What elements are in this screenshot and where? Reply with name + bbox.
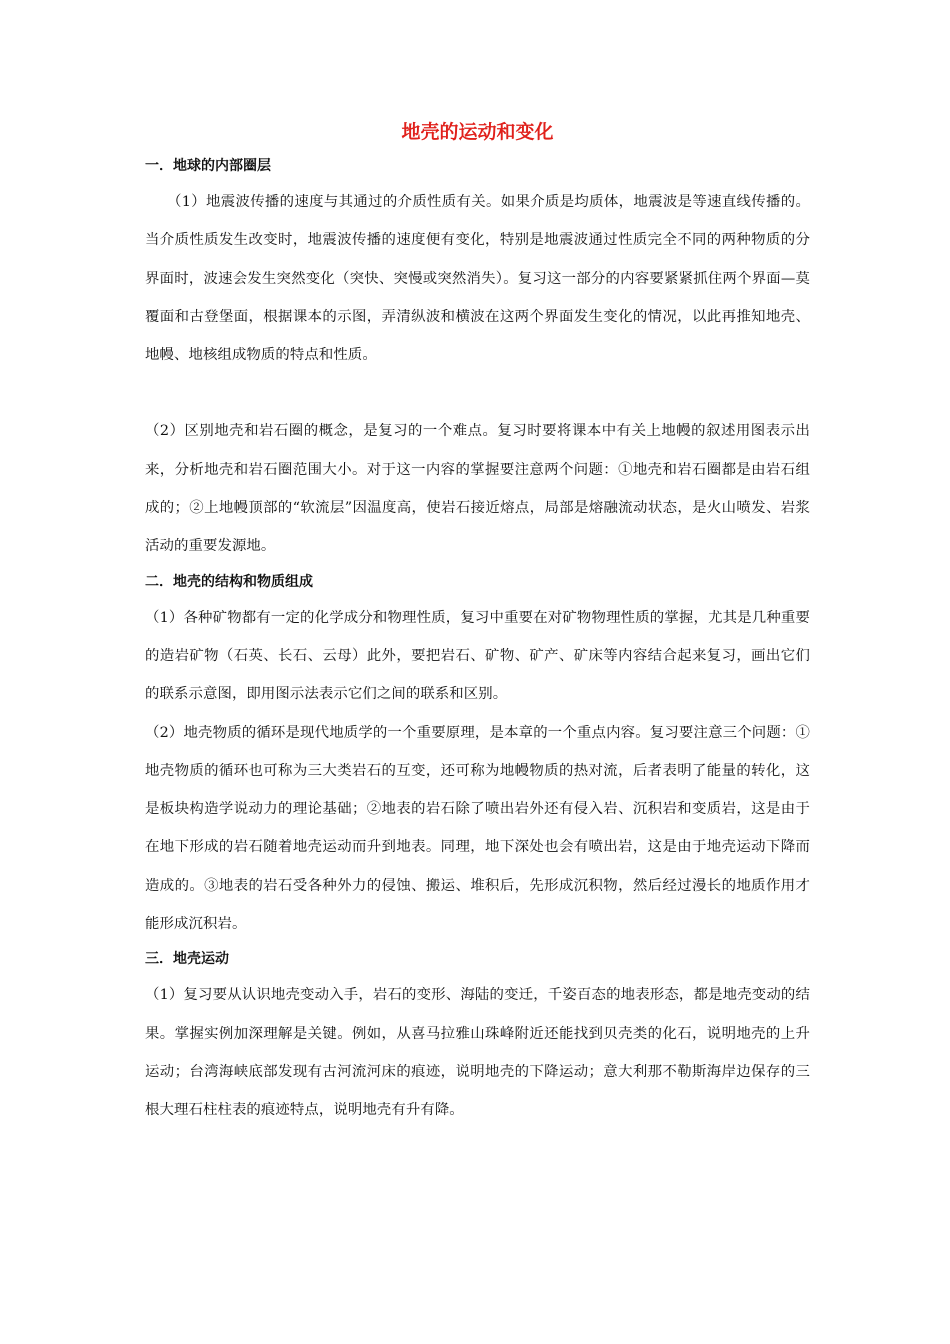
paragraph: （1）地震波传播的速度与其通过的介质性质有关。如果介质是均质体，地震波是等速直线传播的。当介质性质发生改变时，地震波传播的速度便有变化，特别是地震波通过性质完全不同的两种物质的分界面时，波速会发生突然变化（突快、突慢或突然消失）。复习这一部分的内容要紧紧抓住两个界面—莫覆面和古登堡面，根据课本的示图，弄清纵波和横波在这两个界面发生变化的情况，以此再推知地壳、地幔、地核组成物质的特点和性质。 [145, 194, 810, 364]
section-heading: 三．地壳运动 [145, 951, 229, 968]
section-heading: 二．地壳的结构和物质组成 [145, 573, 313, 590]
section-3 [145, 943, 810, 1129]
paragraph: （2）区别地壳和岩石圈的概念，是复习的一个难点。复习时要将课本中有关上地幔的叙述用图表示出来，分析地壳和岩石圈范围大小。对于这一内容的掌握要注意两个问题：①地壳和岩石圈都是由岩石组成的；②上地幔顶部的“软流层”因温度高，使岩石接近熔点，局部是熔融流动状态，是火山喷发、岩浆活动的重要发源地。 [145, 423, 810, 555]
paragraph: （1）各种矿物都有一定的化学成分和物理性质，复习中重要在对矿物物理性质的掌握，尤其是几种重要的造岩矿物（石英、长石、云母）此外，要把岩石、矿物、矿产、矿床等内容结合起来复习，画出它们的联系示意图，即用图示法表示它们之间的联系和区别。 [145, 609, 810, 703]
paragraph: （1）复习要从认识地壳变动入手，岩石的变形、海陆的变迁，千姿百态的地表形态，都是地壳变动的结果。掌握实例加深理解是关键。例如，从喜马拉雅山珠峰附近还能找到贝壳类的化石，说明地壳的上升运动；台湾海峡底部发现有古河流河床的痕迹，说明地壳的下降运动；意大利那不勒斯海岸边保存的三根大理石柱柱表的痕迹特点，说明地壳有升有降。 [145, 987, 810, 1119]
document-page [145, 118, 810, 1130]
paragraph-gap [145, 374, 810, 412]
section-heading: 一．地球的内部圈层 [145, 158, 271, 174]
document-title: 地壳的运动和变化 [401, 121, 554, 143]
section-2 [145, 566, 810, 944]
paragraph: （2）地壳物质的循环是现代地质学的一个重要原理，是本章的一个重点内容。复习要注意三个问题：①地壳物质的循环也可称为三大类岩石的互变，还可称为地幔物质的热对流，后者表明了能量的转化，这是板块构造学说动力的理论基础；②地表的岩石除了喷出岩外还有侵入岩、沉积岩和变质岩，这是由于在地下形成的岩石随着地壳运动而升到地表。同理，地下深处也会有喷出岩，这是由于地壳运动下降而造成的。③地表的岩石受各种外力的侵蚀、搬运、堆积后，先形成沉积物，然后经过漫长的地质作用才能形成沉积岩。 [145, 724, 810, 933]
section-1 [145, 150, 810, 566]
